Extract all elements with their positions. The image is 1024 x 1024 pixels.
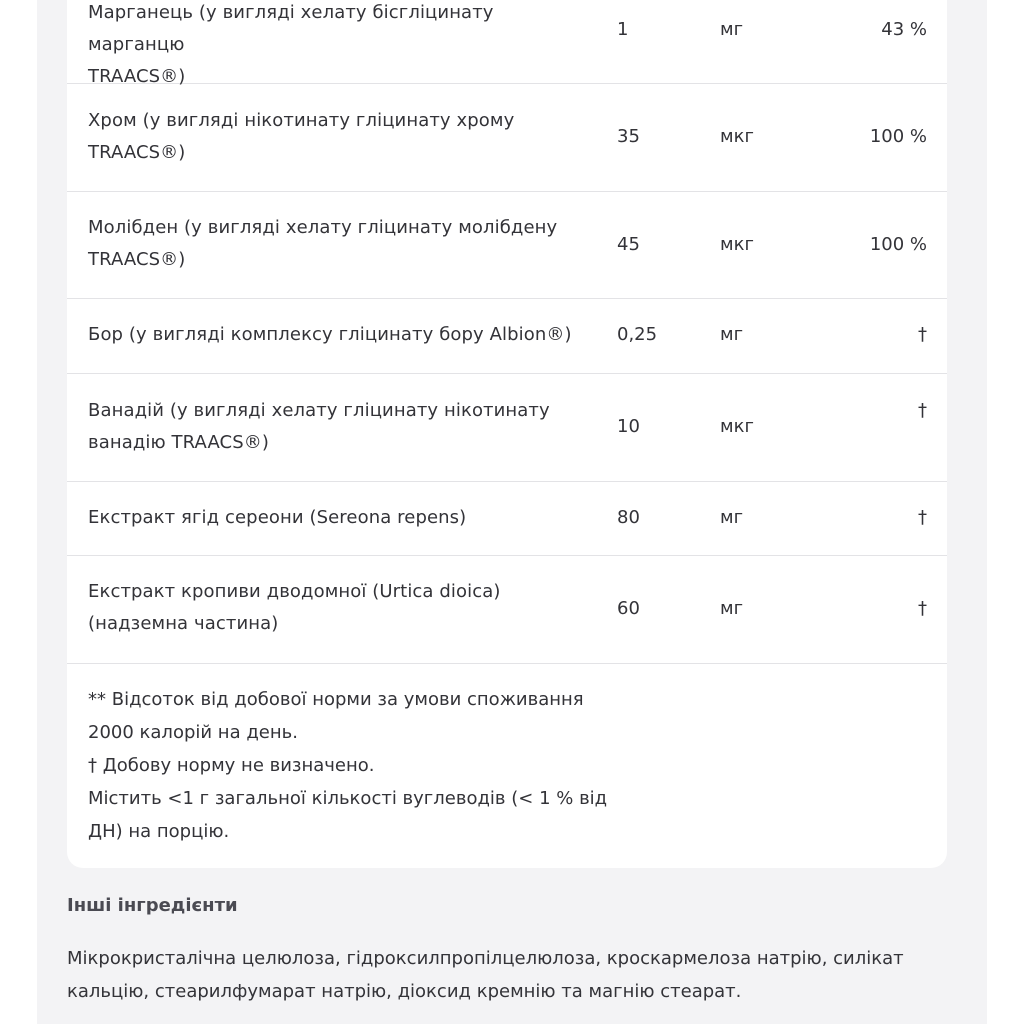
daily-value-cell: † [918,507,927,528]
ingredient-name [88,395,588,459]
table-row [67,556,947,664]
other-ingredients-heading: Інші інгредієнти [67,895,238,916]
ingredient-name-line: (надземна частина) [88,613,279,634]
unit-cell: мг [720,507,744,528]
daily-value-cell: † [918,598,927,619]
ingredient-name [88,576,588,640]
daily-value-cell: 100 % [869,126,927,147]
page-background [37,0,987,1024]
daily-value-cell: † [918,324,927,345]
other-ingredients-text [67,942,917,1008]
daily-value-cell: 100 % [869,234,927,255]
ingredient-name-line: ванадію TRAACS®) [88,432,269,453]
ingredient-name [88,319,588,351]
footnote-line: † Добову норму не визначено. [88,755,375,776]
ingredient-name [88,502,588,534]
ingredient-name-line: TRAACS®) [88,249,186,270]
ingredient-name-line: Молібден (у вигляді хелату гліцинату молібдену [88,217,558,238]
table-footnotes [88,683,608,848]
unit-cell: мг [720,324,744,345]
nutrition-table-card [67,0,947,868]
unit-cell: мг [720,19,744,40]
ingredient-name-line: TRAACS®) [88,66,186,87]
footnote-line: ДН) на порцію. [88,821,230,842]
amount-cell: 45 [617,234,640,255]
ingredient-name-line: TRAACS®) [88,142,186,163]
unit-cell: мкг [720,416,754,437]
table-row [67,84,947,192]
daily-value-cell: † [918,400,927,421]
other-ingredients-line: Мікрокристалічна целюлоза, гідроксилпропілцелюлоза, кроскармелоза натрію, силікат [67,948,904,969]
table-row [67,299,947,374]
footnote-line: ** Відсоток від добової норми за умови споживання [88,689,584,710]
amount-cell: 10 [617,416,640,437]
ingredient-name-line: Бор (у вигляді комплексу гліцинату бору Albion®) [88,324,572,345]
amount-cell: 80 [617,507,640,528]
ingredient-name [88,212,588,276]
ingredient-name-line: Ванадій (у вигляді хелату гліцинату нікотинату [88,400,550,421]
unit-cell: мг [720,598,744,619]
footnote-line: Містить <1 г загальної кількості вуглеводів (< 1 % від [88,788,608,809]
table-row [67,482,947,556]
amount-cell: 60 [617,598,640,619]
unit-cell: мкг [720,234,754,255]
amount-cell: 1 [617,19,629,40]
ingredient-name-line: Екстракт кропиви дводомної (Urtica dioica) [88,581,501,602]
ingredient-name-line: Хром (у вигляді нікотинату гліцинату хрому [88,110,515,131]
daily-value-cell: 43 % [881,19,927,40]
footnote-line: 2000 калорій на день. [88,722,298,743]
other-ingredients-line: кальцію, стеарилфумарат натрію, діоксид кремнію та магнію стеарат. [67,981,742,1002]
amount-cell: 35 [617,126,640,147]
ingredient-name [88,0,588,93]
ingredient-name [88,105,588,169]
table-row [67,192,947,299]
table-row [67,0,947,87]
ingredient-name-line: Екстракт ягід сереони (Sereona repens) [88,507,467,528]
ingredient-name-line: Марганець (у вигляді хелату бісгліцинату марганцю [88,2,494,55]
amount-cell: 0,25 [617,324,658,345]
table-row [67,374,947,482]
unit-cell: мкг [720,126,754,147]
